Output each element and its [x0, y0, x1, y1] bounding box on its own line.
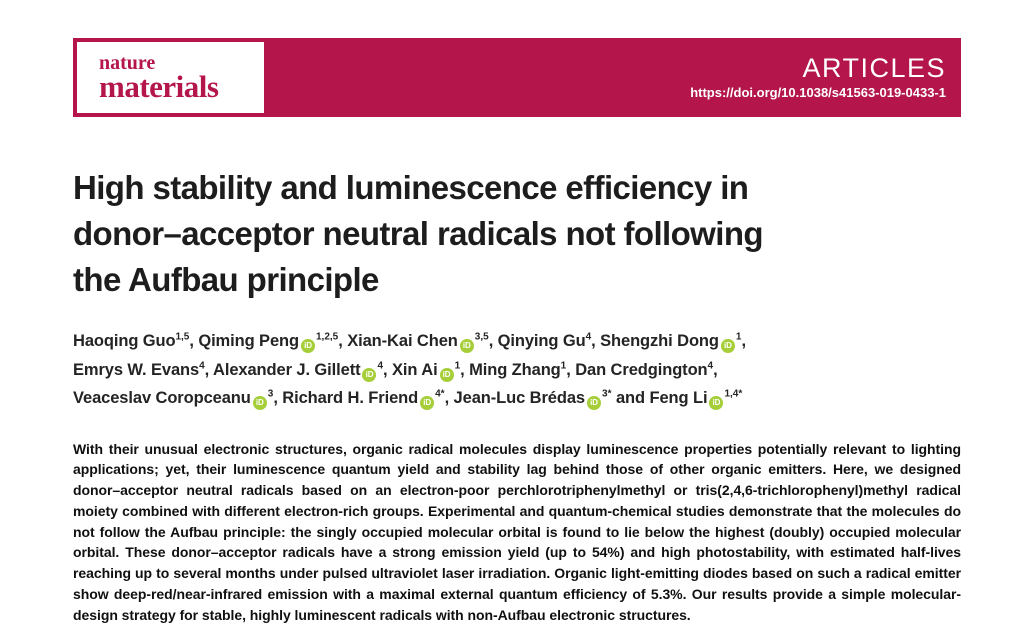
author-affiliation-sup: 1,5: [175, 331, 190, 343]
author-name: Jean-Luc Brédas: [453, 389, 586, 407]
journal-logo-materials: materials: [99, 69, 219, 104]
author-affiliation-sup: 3: [267, 388, 274, 400]
author-name: Haoqing Guo: [73, 332, 176, 350]
author-name: Emrys W. Evans: [73, 360, 200, 379]
author-name: Veaceslav Coropceanu: [73, 389, 251, 407]
authors-line: Emrys W. Evans$^4$, Alexander J. Gillett $iD^4$, Xin Ai $iD^1$, Ming Zhang$^1$, Dan Credgington$^4$,: [73, 356, 961, 385]
authors-line: Haoqing Guo$^{1,5}$, Qiming Peng iD$^{1,2,5}$, Xian-Kai Chen iD$^{3,5}$, Qinying Gu$^4$, Shengzhi Dong $iD^1$,: [73, 327, 961, 356]
author-affiliation-sup: 3*: [602, 388, 612, 400]
author-affiliation-sup: 1,2,5: [316, 331, 339, 343]
author-affiliation-sup: 4*: [435, 388, 445, 400]
author-affiliation-sup: 1: [735, 331, 742, 343]
author-affiliation-sup: 4: [585, 331, 592, 343]
orcid-icon[interactable]: iD: [301, 339, 315, 353]
author-affiliation-sup: 4: [199, 360, 205, 371]
doi-link[interactable]: https://doi.org/10.1038/s41563-019-0433-1: [690, 85, 946, 100]
article-first-page: [73, 38, 961, 624]
orcid-icon[interactable]: iD: [587, 396, 601, 410]
orcid-icon[interactable]: iD: [440, 368, 454, 382]
article-title: [73, 165, 961, 303]
orcid-icon[interactable]: iD: [420, 396, 434, 410]
author-name: Shengzhi Dong: [600, 332, 719, 350]
orcid-icon[interactable]: iD: [253, 396, 267, 410]
author-name: Qiming Peng: [198, 332, 299, 350]
orcid-icon[interactable]: iD: [721, 339, 735, 353]
author-name: Ming Zhang: [469, 360, 561, 379]
orcid-icon[interactable]: iD: [709, 396, 723, 410]
article-title-line: High stability and luminescence efficiency in: [73, 169, 749, 206]
masthead: [73, 38, 961, 117]
article-title-line: donor–acceptor neutral radicals not following: [73, 215, 763, 252]
author-name: Xin Ai: [392, 360, 438, 379]
author-affiliation-sup: 1,4*: [724, 388, 743, 400]
author-name: Richard H. Friend: [282, 389, 419, 407]
author-name: Dan Credgington: [575, 360, 708, 379]
articles-kicker: ARTICLES: [802, 53, 946, 83]
orcid-icon[interactable]: iD: [460, 339, 474, 353]
orcid-icon[interactable]: iD: [362, 368, 376, 382]
author-affiliation-sup: 4: [707, 360, 714, 371]
authors-line: Veaceslav Coropceanu $iD^3$, Richard H. Friend $iD^{4*}$, Jean-Luc Brédas $iD^{3*}$ and Feng Li $iD^{1,4*}$: [73, 384, 961, 413]
author-affiliation-sup: 3,5: [474, 331, 489, 343]
masthead-banner: [268, 38, 961, 117]
author-block: [73, 327, 961, 413]
article-title-line: the Aufbau principle: [73, 261, 379, 298]
journal-logo: [73, 38, 268, 117]
abstract-text: With their unusual electronic structures, organic radical molecules display luminescence properties potentially relevant to lighting applications; yet, their luminescence quantum yield and stability lag behind those of other organic emitters. Here, we designed donor–acceptor neutral radicals based on an electron-poor perchlorotriphenylmethyl or tris(2,4,6-trichlorophenyl)methyl radical moiety combined with different electron-rich groups. Experimental and quantum-chemical studies demonstrate that the molecules do not follow the Aufbau principle: the singly occupied molecular orbital is found to lie below the highest (doubly) occupied molecular orbital. These donor–acceptor radicals have a strong emission yield (up to 54%) and high photostability, with estimated half-lives reaching up to several months under pulsed ultraviolet laser irradiation. Organic light-emitting diodes based on such a radical emitter show deep-red/near-infrared emission with a maximal external quantum efficiency of 5.3%. Our results provide a simple molecular-design strategy for stable, highly luminescent radicals with non-Aufbau electronic structures.: [73, 440, 961, 623]
author-affiliation-sup: 1: [454, 360, 461, 371]
author-affiliation-sup: 1: [560, 360, 567, 371]
author-name: Alexander J. Gillett: [213, 360, 361, 379]
author-name: Xian-Kai Chen: [347, 332, 458, 350]
author-name: Qinying Gu: [497, 332, 586, 350]
author-affiliation-sup: 4: [377, 360, 384, 371]
author-name: Feng Li: [649, 389, 708, 407]
journal-logo-nature: nature: [99, 52, 156, 74]
